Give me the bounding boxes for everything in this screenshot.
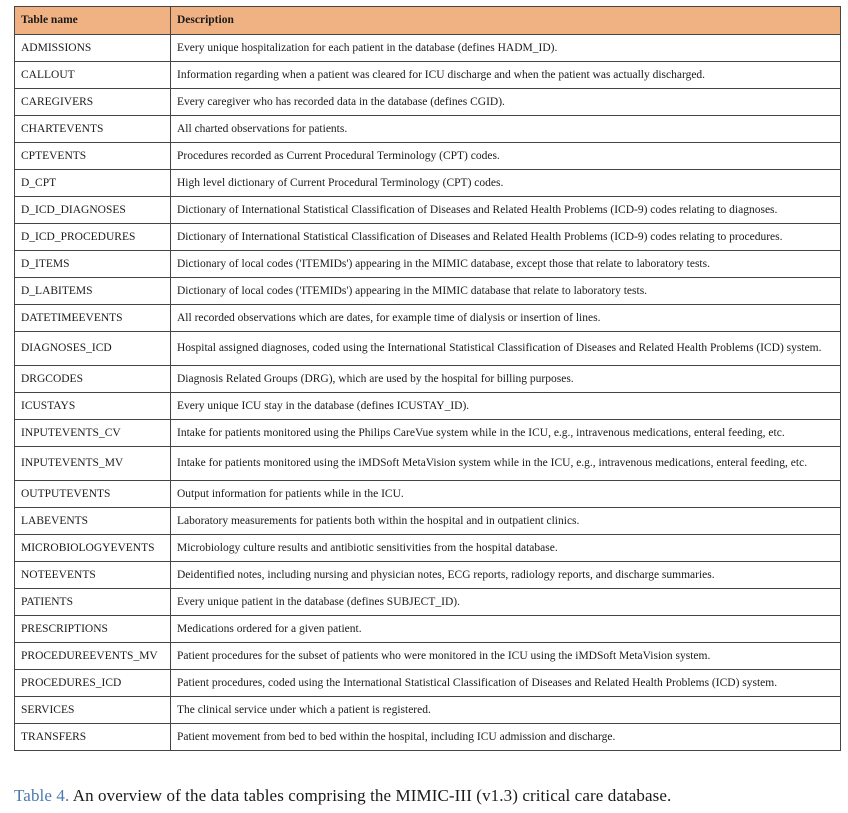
description-cell: Patient movement from bed to bed within the hospital, including ICU admission and discharge. <box>171 724 841 751</box>
table-row <box>15 224 841 251</box>
description-cell: Medications ordered for a given patient. <box>171 616 841 643</box>
table-row <box>15 251 841 278</box>
description-cell: The clinical service under which a patient is registered. <box>171 697 841 724</box>
table-name-cell: NOTEEVENTS <box>15 562 171 589</box>
table-row <box>15 643 841 670</box>
table-row <box>15 508 841 535</box>
table-row <box>15 724 841 751</box>
table-row <box>15 366 841 393</box>
table-name-cell: CHARTEVENTS <box>15 116 171 143</box>
table-caption <box>14 786 671 806</box>
table-name-cell: OUTPUTEVENTS <box>15 481 171 508</box>
description-cell: Laboratory measurements for patients both within the hospital and in outpatient clinics. <box>171 508 841 535</box>
table-name-cell: PROCEDURES_ICD <box>15 670 171 697</box>
header-table-name: Table name <box>15 7 171 35</box>
table-row <box>15 697 841 724</box>
table-row <box>15 305 841 332</box>
description-cell: All recorded observations which are dates, for example time of dialysis or insertion of lines. <box>171 305 841 332</box>
table-name-cell: PRESCRIPTIONS <box>15 616 171 643</box>
table-name-cell: DRGCODES <box>15 366 171 393</box>
table-name-cell: SERVICES <box>15 697 171 724</box>
table-name-cell: D_CPT <box>15 170 171 197</box>
caption-label: Table 4. <box>14 786 70 805</box>
description-cell: Intake for patients monitored using the iMDSoft MetaVision system while in the ICU, e.g., intravenous medications, enteral feeding, etc. <box>171 447 841 481</box>
table-row <box>15 562 841 589</box>
table-row <box>15 481 841 508</box>
description-cell: Microbiology culture results and antibiotic sensitivities from the hospital database. <box>171 535 841 562</box>
table-row <box>15 670 841 697</box>
table-name-cell: PATIENTS <box>15 589 171 616</box>
description-cell: Dictionary of local codes ('ITEMIDs') appearing in the MIMIC database, except those that relate to laboratory tests. <box>171 251 841 278</box>
description-cell: Patient procedures, coded using the International Statistical Classification of Diseases and Related Health Problems (ICD) system. <box>171 670 841 697</box>
table-name-cell: D_ITEMS <box>15 251 171 278</box>
description-cell: Every unique patient in the database (defines SUBJECT_ID). <box>171 589 841 616</box>
description-cell: Patient procedures for the subset of patients who were monitored in the ICU using the iMDSoft MetaVision system. <box>171 643 841 670</box>
table-row <box>15 170 841 197</box>
table-name-cell: D_ICD_PROCEDURES <box>15 224 171 251</box>
table-row <box>15 393 841 420</box>
table-row <box>15 197 841 224</box>
table-name-cell: CAREGIVERS <box>15 89 171 116</box>
table-row <box>15 535 841 562</box>
description-cell: Information regarding when a patient was cleared for ICU discharge and when the patient was actually discharged. <box>171 62 841 89</box>
table-name-cell: MICROBIOLOGYEVENTS <box>15 535 171 562</box>
table-header-row <box>15 7 841 35</box>
description-cell: Hospital assigned diagnoses, coded using the International Statistical Classification of Diseases and Related Health Problems (ICD) system. <box>171 332 841 366</box>
description-cell: Every unique ICU stay in the database (defines ICUSTAY_ID). <box>171 393 841 420</box>
description-cell: Deidentified notes, including nursing and physician notes, ECG reports, radiology reports, and discharge summaries. <box>171 562 841 589</box>
table-row <box>15 420 841 447</box>
data-tables-overview <box>14 6 841 751</box>
table-name-cell: INPUTEVENTS_CV <box>15 420 171 447</box>
table-name-cell: DATETIMEEVENTS <box>15 305 171 332</box>
table-row <box>15 616 841 643</box>
table-name-cell: INPUTEVENTS_MV <box>15 447 171 481</box>
description-cell: Dictionary of International Statistical Classification of Diseases and Related Health Problems (ICD-9) codes relating to procedures. <box>171 224 841 251</box>
description-cell: High level dictionary of Current Procedural Terminology (CPT) codes. <box>171 170 841 197</box>
table-name-cell: CPTEVENTS <box>15 143 171 170</box>
table-row <box>15 589 841 616</box>
table-row <box>15 143 841 170</box>
description-cell: Dictionary of local codes ('ITEMIDs') appearing in the MIMIC database that relate to laboratory tests. <box>171 278 841 305</box>
table-row <box>15 116 841 143</box>
table-row <box>15 447 841 481</box>
table-row <box>15 332 841 366</box>
table-name-cell: D_LABITEMS <box>15 278 171 305</box>
description-cell: Every caregiver who has recorded data in the database (defines CGID). <box>171 89 841 116</box>
table-name-cell: DIAGNOSES_ICD <box>15 332 171 366</box>
table-row <box>15 89 841 116</box>
table-row <box>15 278 841 305</box>
table-name-cell: TRANSFERS <box>15 724 171 751</box>
table-name-cell: ICUSTAYS <box>15 393 171 420</box>
table-name-cell: PROCEDUREEVENTS_MV <box>15 643 171 670</box>
caption-text: An overview of the data tables comprising the MIMIC-III (v1.3) critical care database. <box>72 786 672 805</box>
table-row <box>15 35 841 62</box>
description-cell: All charted observations for patients. <box>171 116 841 143</box>
description-cell: Procedures recorded as Current Procedural Terminology (CPT) codes. <box>171 143 841 170</box>
table-name-cell: LABEVENTS <box>15 508 171 535</box>
description-cell: Dictionary of International Statistical Classification of Diseases and Related Health Problems (ICD-9) codes relating to diagnoses. <box>171 197 841 224</box>
description-cell: Output information for patients while in the ICU. <box>171 481 841 508</box>
description-cell: Intake for patients monitored using the Philips CareVue system while in the ICU, e.g., intravenous medications, enteral feeding, etc. <box>171 420 841 447</box>
description-cell: Diagnosis Related Groups (DRG), which are used by the hospital for billing purposes. <box>171 366 841 393</box>
table-row <box>15 62 841 89</box>
header-description: Description <box>171 7 841 35</box>
table-name-cell: ADMISSIONS <box>15 35 171 62</box>
table-name-cell: D_ICD_DIAGNOSES <box>15 197 171 224</box>
description-cell: Every unique hospitalization for each patient in the database (defines HADM_ID). <box>171 35 841 62</box>
table-name-cell: CALLOUT <box>15 62 171 89</box>
